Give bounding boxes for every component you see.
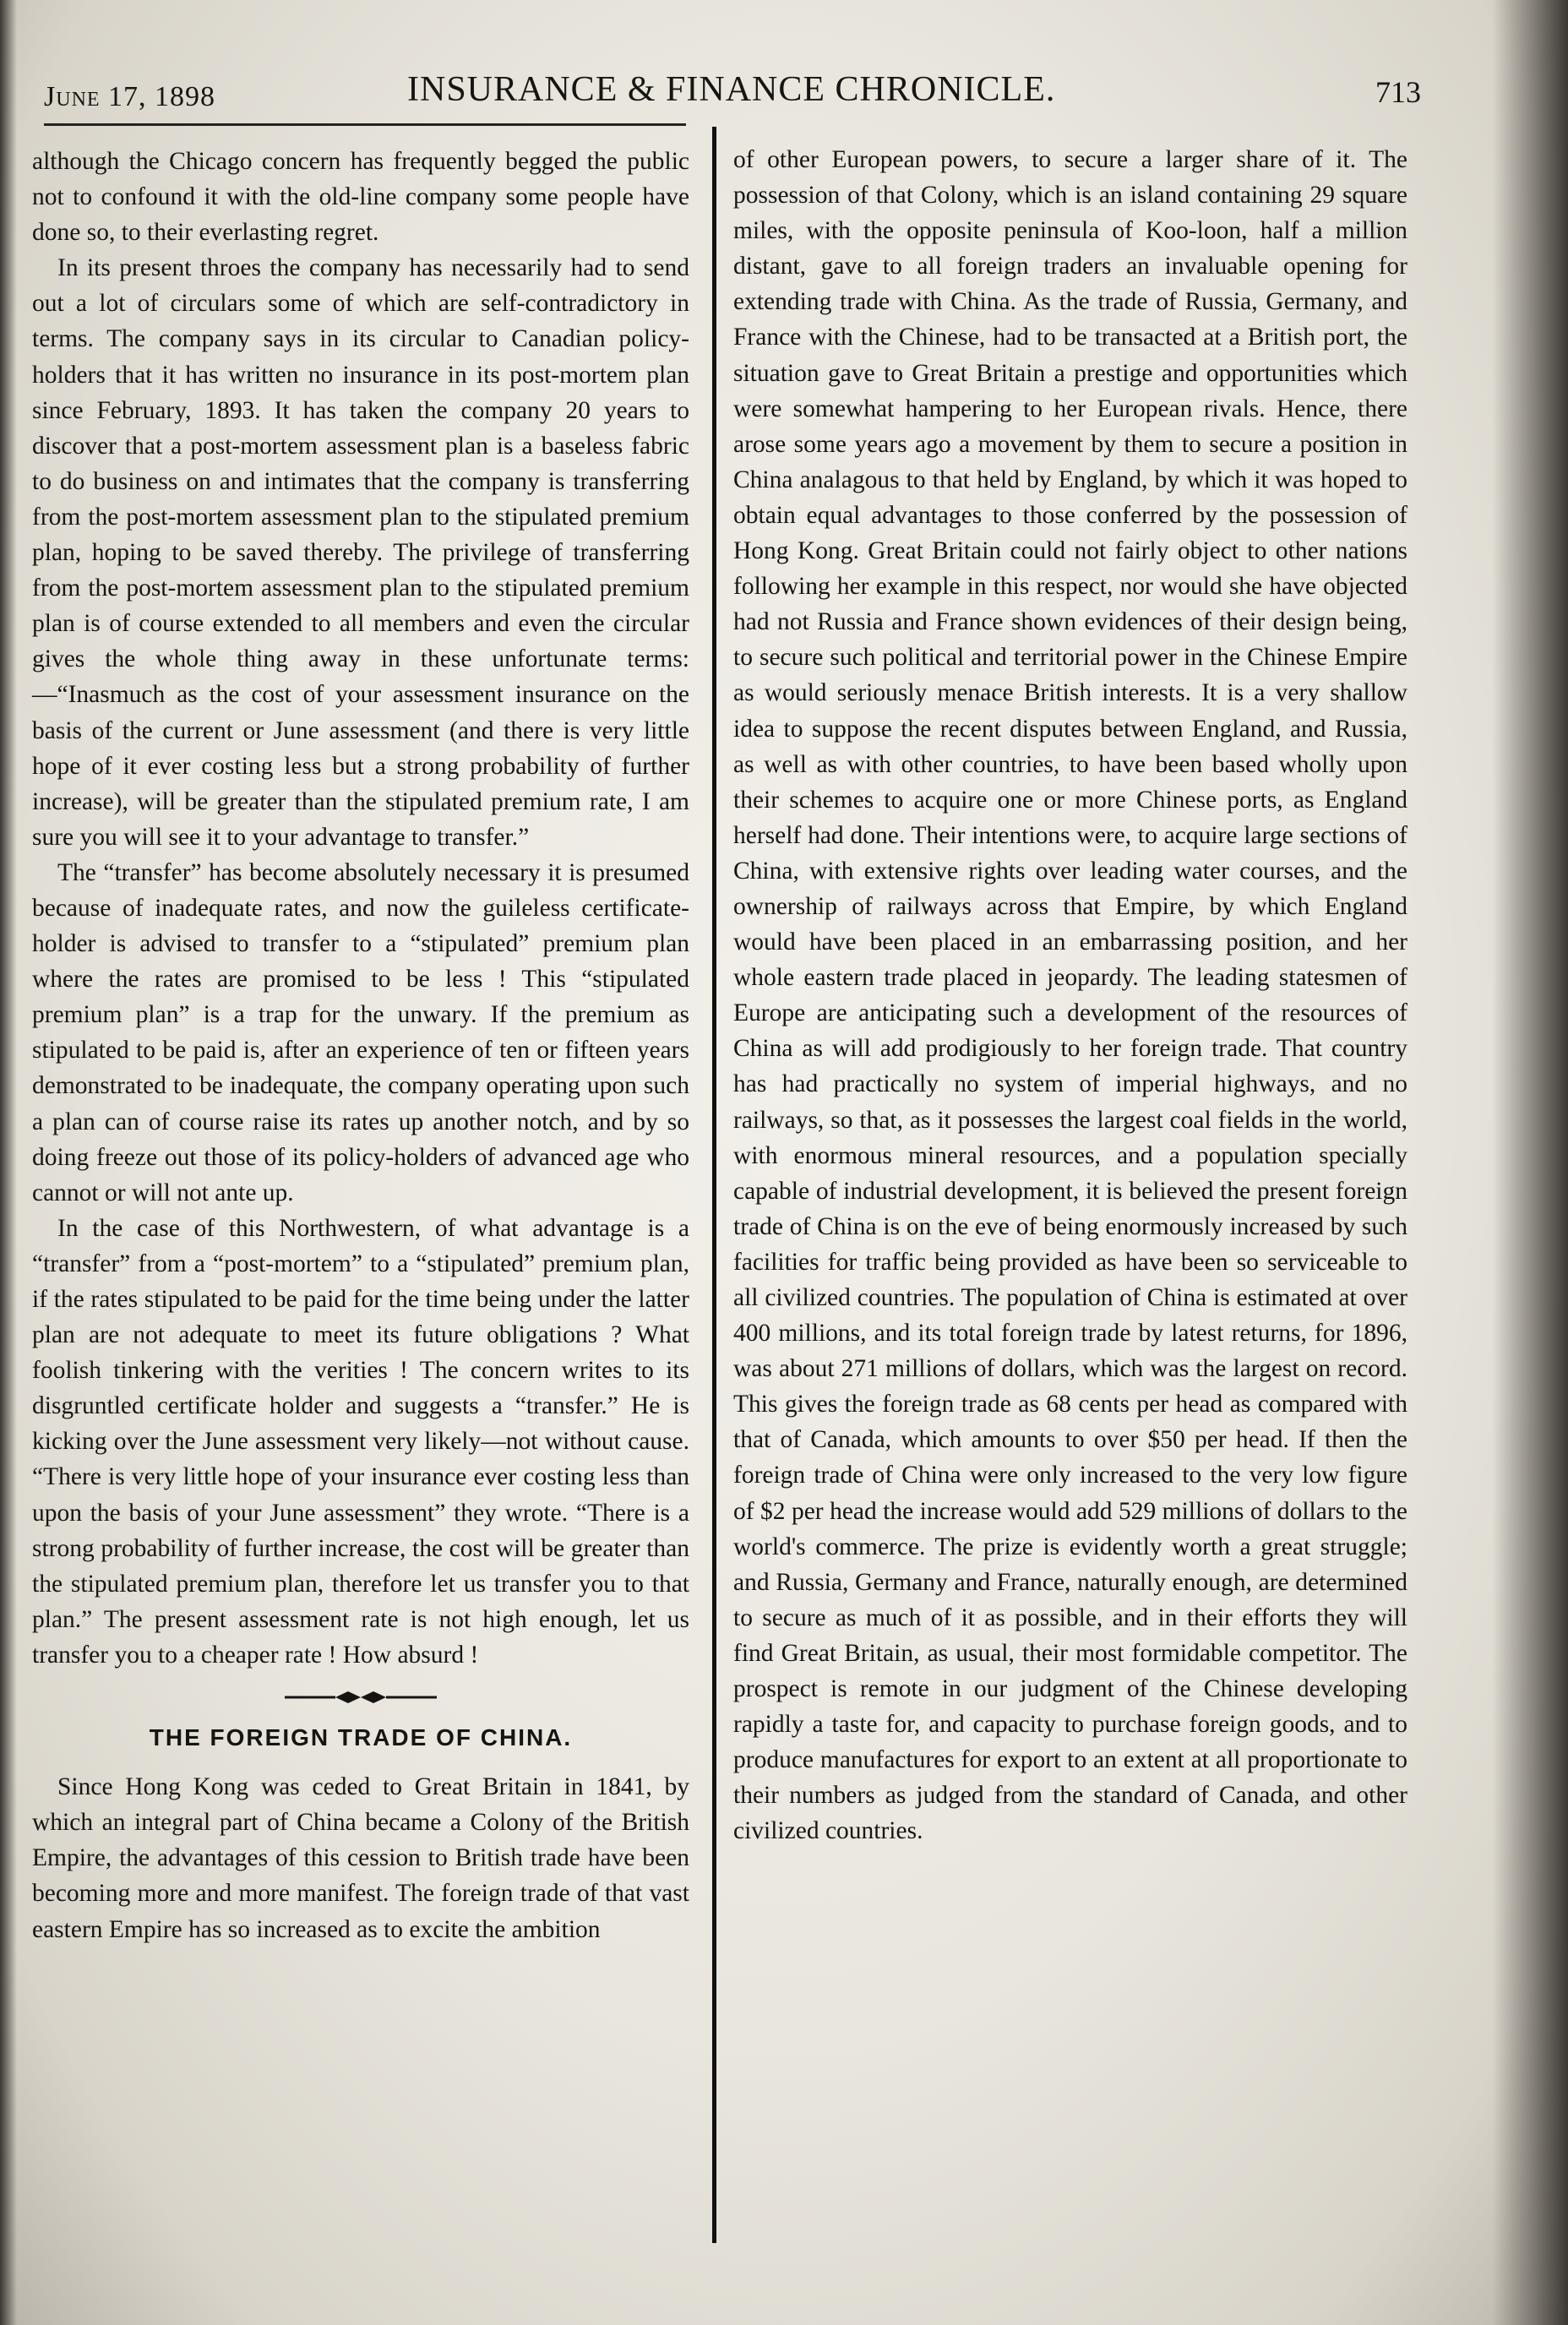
left-column [32, 144, 689, 1947]
left-paragraph-5: Since Hong Kong was ceded to Great Britain in 1841, by which an integral part of China became a Colony of the British Empire, the advantages of this cession to British trade have been becoming more and more manifest. The foreign trade of that vast eastern Empire has so increased as to excite the ambition [32, 1773, 689, 1943]
publication-title: INSURANCE & FINANCE CHRONICLE. [407, 70, 1056, 109]
left-paragraph-2: In its present throes the company has necessarily had to send out a lot of circulars some of which are self-contradictory in terms. The company says in its circular to Canadian policy-holders that it has written no insurance in its post-mortem plan since February, 1893. It has taken the company 20 years to discover that a post-mortem assessment plan is a baseless fabric to do business on and intimates that the company is transferring from the post-mortem assessment plan to the stipulated premium plan, hoping to be saved thereby. The privilege of transferring from the post-mortem assessment plan to the stipulated premium plan is of course extended to all members and even the circular gives the whole thing away in these unfortunate terms:—“Inasmuch as the cost of your assessment insurance on the basis of the current or June assessment (and there is very little hope of it ever costing less but a strong probability of further increase), will be greater than the stipulated premium rate, I am sure you will see it to your advantage to transfer.” [32, 254, 689, 851]
right-column [733, 142, 1407, 1849]
left-paragraph-1: although the Chicago concern has frequently begged the public not to confound it with the old-line company some people have done so, to their everlasting regret. [32, 148, 689, 247]
page-header [44, 59, 1421, 118]
header-date: June 17, 1898 [44, 81, 216, 112]
header-rule [44, 123, 686, 126]
right-paragraph-1: of other European powers, to secure a larger share of it. The possession of that Colony, which is an island containing 29 square miles, with the opposite peninsula of Koo-loon, half a million distant, gave to all foreign traders an invaluable opening for extending trade with China. As the trade of Russia, Germany, and France with the Chinese, had to be transacted at a British port, the situation gave to Great Britain a prestige and opportunities which were somewhat hampering to her European rivals. Hence, there arose some years ago a movement by them to secure a position in China analagous to that held by England, by which it was hoped to obtain equal advantages to those conferred by the possession of Hong Kong. Great Britain could not fairly object to other nations following her example in this respect, nor would she have objected had not Russia and France shown evidences of their design being, to secure such political and territorial power in the Chinese Empire as would seriously menace British interests. It is a very shallow idea to suppose the recent disputes between England, and Russia, as well as with other countries, to have been based wholly upon their schemes to acquire one or more Chinese ports, as England herself had done. Their intentions were, to acquire large sections of China, with extensive rights over leading water courses, and the ownership of railways across that Empire, by which England would have been placed in an embarrassing position, and her whole eastern trade placed in jeopardy. The leading statesmen of Europe are anticipating such a development of the resources of China as will add prodigiously to her foreign trade. That country has had practically no system of imperial highways, and no railways, so that, as it possesses the largest coal fields in the world, with enormous mineral resources, and a population specially capable of industrial development, it is believed the present foreign trade of China is on the eve of being enormously increased by such facilities for traffic being provided as have been so serviceable to all civilized countries. The population of China is estimated at over 400 millions, and its total foreign trade by latest returns, for 1896, was about 271 millions of dollars, which was the largest on record. This gives the foreign trade as 68 cents per head as compared with that of Canada, which amounts to over $50 per head. If then the foreign trade of China were only increased to the very low figure of $2 per head the increase would add 529 millions of dollars to the world's commerce. The prize is evidently worth a great struggle; and Russia, Germany and France, naturally enough, are determined to secure as much of it as possible, and in their efforts they will find Great Britain, as usual, their most formidable competitor. The prospect is remote in our judgment of the Chinese developing rapidly a taste for, and capacity to purchase foreign goods, and to produce manufactures for export to an extent at all proportionate to their numbers as judged from the standard of Canada, and other civilized countries. [733, 146, 1407, 1845]
scan-shadow-right [1492, 0, 1568, 2325]
left-paragraph-3: The “transfer” has become absolutely necessary it is presumed because of inadequate rates, and now the guileless certificate-holder is advised to transfer to a “stipulated” premium plan where the rates are promised to be less ! This “stipulated premium plan” is a trap for the unwary. If the premium as stipulated to be paid is, after an experience of ten or fifteen years demonstrated to be inadequate, the company operating upon such a plan can of course raise its rates up another notch, and by so doing freeze out those of its policy-holders of advanced age who cannot or will not ante up. [32, 858, 689, 1206]
ornament-divider-icon [276, 1685, 445, 1710]
left-paragraph-4: In the case of this Northwestern, of what advantage is a “transfer” from a “post-mortem” to a “stipulated” premium plan, if the rates stipulated to be paid for the time being under the latter plan are not adequate to meet its future obligations ? What foolish tinkering with the verities ! The concern writes to its disgruntled certificate holder and suggests a “transfer.” He is kicking over the June assessment very likely—not without cause. “There is very little hope of your insurance ever costing less than upon the basis of your June assessment” they wrote. “There is a strong probability of further increase, the cost will be greater than the stipulated premium plan, therefore let us transfer you to that plan.” The present assessment rate is not high enough, let us transfer you to a cheaper rate ! How absurd ! [32, 1214, 689, 1669]
scan-shadow-left [0, 0, 17, 2325]
column-divider [712, 127, 716, 2243]
article-heading: THE FOREIGN TRADE OF CHINA. [149, 1724, 573, 1751]
page-number: 713 [1375, 75, 1421, 109]
